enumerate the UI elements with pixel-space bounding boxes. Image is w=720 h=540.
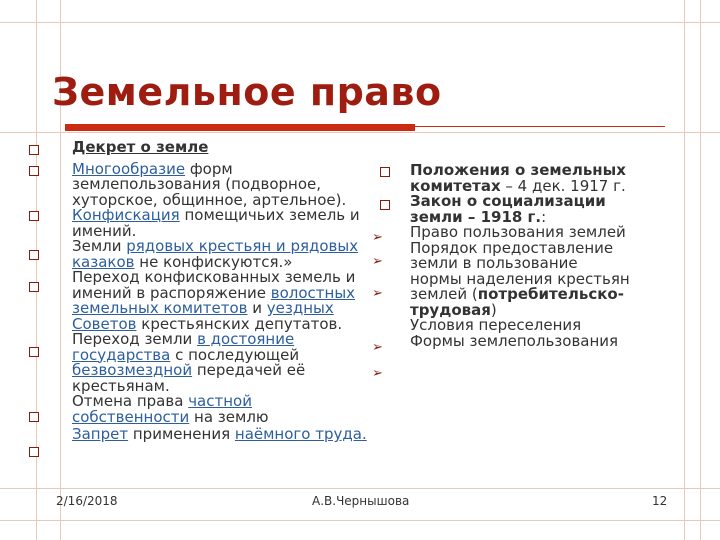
volost-link[interactable]: волостных (270, 283, 356, 302)
text-line: земли в пользование (410, 254, 578, 272)
arrow-bullet-icon: ➢ (372, 340, 383, 355)
text-fragment: Отмена права (72, 392, 189, 410)
text-fragment: с последующей (170, 345, 300, 364)
arrow-bullet-icon: ➢ (372, 366, 383, 381)
grid-line (0, 520, 720, 521)
decree-link[interactable]: Декрет о земле (72, 138, 209, 156)
text-fragment: не конфискуются.» (134, 252, 293, 271)
square-bullet-icon (29, 166, 39, 176)
square-bullet-icon (29, 412, 39, 422)
text-fragment: земли – 1918 г. (410, 207, 542, 226)
peasants-link[interactable]: рядовых крестьян и рядовых (126, 237, 359, 255)
square-bullet-icon (380, 200, 390, 210)
text-fragment: потребительско- (477, 285, 624, 303)
square-bullet-icon (29, 347, 39, 357)
ban-link[interactable]: Запрет (72, 425, 129, 443)
square-bullet-icon (29, 447, 39, 457)
grid-line (36, 0, 37, 540)
grid-line (684, 0, 685, 540)
square-bullet-icon (29, 211, 39, 221)
text-fragment: и (247, 299, 267, 317)
square-bullet-icon (29, 282, 39, 292)
text-line: имений. (72, 221, 137, 240)
private-link[interactable]: частной (188, 392, 252, 410)
grid-line (700, 0, 701, 540)
footer-page-number: 12 (652, 494, 668, 508)
square-bullet-icon (29, 145, 39, 155)
square-bullet-icon (380, 167, 390, 177)
confiscation-link[interactable]: Конфискация (72, 206, 180, 224)
property-link[interactable]: в достояние (197, 330, 295, 348)
page-title: Земельное право (52, 70, 442, 114)
footer-date: 2/16/2018 (56, 494, 118, 508)
left-column (72, 140, 392, 443)
text-fragment: – 4 дек. 1917 г. (500, 176, 626, 195)
free-of-charge-link[interactable]: безвозмездной (72, 361, 193, 379)
text-line: Право пользования землей (410, 223, 626, 241)
title-underline-bar (65, 124, 415, 131)
text-fragment: имений в распоряжение (72, 283, 271, 302)
soviets-link[interactable]: Советов (72, 314, 137, 333)
uyezd-link[interactable]: уездных (266, 299, 334, 317)
right-column (410, 163, 680, 349)
grid-line (0, 22, 720, 23)
text-line: Закон о социализации (410, 192, 606, 210)
text-line: нормы наделения крестьян (410, 269, 630, 288)
land-committees-link[interactable]: земельных комитетов (72, 299, 248, 317)
text-fragment: крестьянских депутатов. (136, 314, 343, 333)
text-line: Переход конфискованных земель и (72, 268, 356, 286)
text-line: Условия переселения (410, 316, 582, 334)
text-fragment: комитетах (410, 176, 501, 195)
arrow-bullet-icon: ➢ (372, 286, 383, 301)
arrow-bullet-icon: ➢ (372, 230, 383, 245)
text-fragment: : (541, 207, 547, 226)
grid-line (0, 488, 720, 489)
footer-author: А.В.Чернышова (312, 494, 410, 508)
text-fragment: ) (490, 300, 497, 319)
text-line: крестьянам. (72, 376, 170, 395)
text-line: хуторское, общинное, артельное). (72, 190, 347, 209)
text-line: Положения о земельных (410, 161, 626, 179)
cossacks-link[interactable]: казаков (72, 252, 135, 271)
text-line: Формы землепользования (410, 331, 619, 350)
text-line: Порядок предоставление (410, 238, 614, 257)
text-fragment: Переход земли (72, 330, 198, 348)
grid-line (0, 132, 720, 133)
text-fragment: передачей её (192, 361, 306, 379)
diversity-link[interactable]: Многообразие (72, 159, 186, 178)
state-link[interactable]: государства (72, 345, 171, 364)
text-line: землепользования (подворное, (72, 175, 322, 193)
text-fragment: землей ( (410, 285, 478, 303)
text-fragment: трудовая (410, 300, 491, 319)
title-underline-thin (415, 126, 665, 127)
text-fragment: на землю (189, 407, 269, 426)
text-fragment: помещичьих земель и (179, 206, 360, 224)
arrow-bullet-icon: ➢ (372, 254, 383, 269)
ownership-link[interactable]: собственности (72, 407, 190, 426)
text-fragment: применения (128, 425, 235, 443)
text-fragment: Земли (72, 237, 127, 255)
hired-labor-link[interactable]: наёмного труда. (234, 425, 367, 443)
text-fragment: форм (185, 159, 233, 178)
square-bullet-icon (29, 250, 39, 260)
